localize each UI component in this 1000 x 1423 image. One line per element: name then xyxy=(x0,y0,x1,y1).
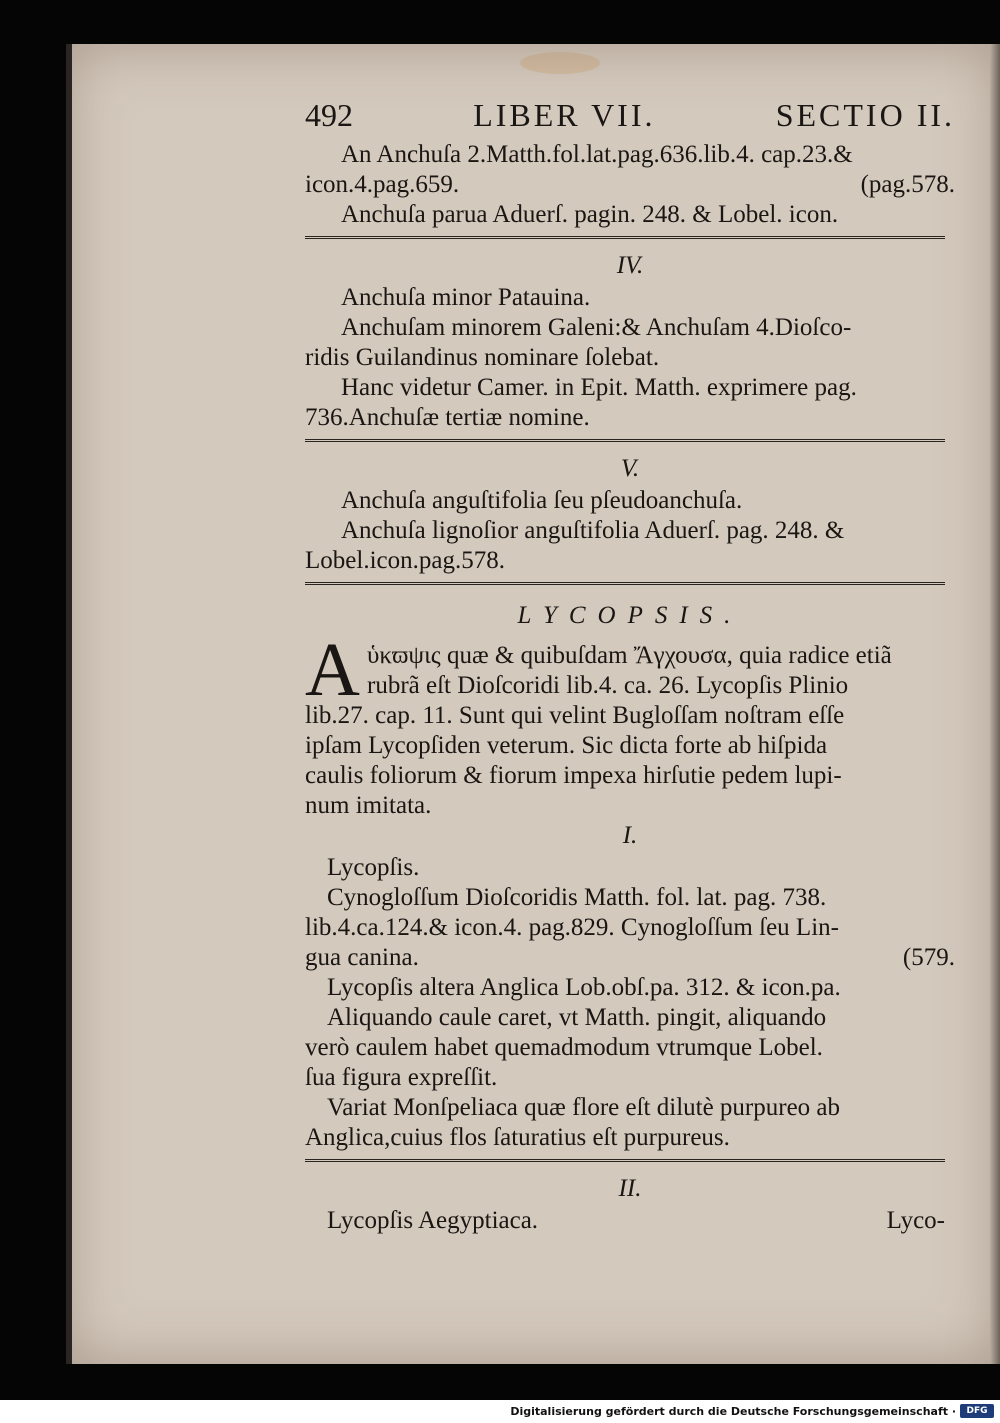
running-head-sectio: SECTIO II. xyxy=(775,97,955,133)
text-line: Variat Monſpeliaca quæ flore eſt dilutè purpureo ab xyxy=(327,1094,841,1121)
text-line: Anchuſa anguſtifolia ſeu pſeudoanchuſa. xyxy=(341,487,743,514)
text-line: lib.27. cap. 11. Sunt qui velint Bugloſſam noſtram eſſe xyxy=(305,702,845,729)
text-line: Anchuſa lignoſior anguſtifolia Aduerſ. pag. 248. & xyxy=(341,517,845,544)
section-divider xyxy=(305,439,945,442)
section-heading-v: V. xyxy=(620,455,640,482)
text-line-with-note xyxy=(305,943,955,973)
text-line: verò caulem habet quemadmodum vtrumque Lobel. xyxy=(305,1034,823,1061)
section-heading-ii: II. xyxy=(618,1175,642,1202)
footer-credit: Digitalisierung gefördert durch die Deutsche Forschungsgemeinschaft · xyxy=(510,1405,956,1418)
drop-cap-initial: A xyxy=(305,628,360,712)
text-line: Cynogloſſum Dioſcoridis Matth. fol. lat. pag. 738. xyxy=(327,884,827,911)
page-text xyxy=(305,97,955,1236)
text-line: 736.Anchuſæ tertiæ nomine. xyxy=(305,404,590,431)
page-gutter-shadow xyxy=(66,44,72,1364)
text-line: Anchuſam minorem Galeni:& Anchuſam 4.Dioſco- xyxy=(341,314,852,341)
section-heading-iv: IV. xyxy=(616,252,644,279)
text-line: caulis foliorum & fiorum impexa hirſutie pedem lupi- xyxy=(305,762,842,789)
page-fore-edge xyxy=(990,44,1000,1364)
text-line: ridis Guilandinus nominare ſolebat. xyxy=(305,344,660,371)
text-line: Lycopſis altera Anglica Lob.obſ.pa. 312. & icon.pa. xyxy=(327,974,841,1001)
text-line: Anglica,cuius flos ſaturatius eſt purpureus. xyxy=(305,1124,730,1151)
running-head-liber: LIBER VII. xyxy=(473,97,656,133)
text-line: lib.4.ca.124.& icon.4. pag.829. Cynogloſſum ſeu Lin- xyxy=(305,914,839,941)
text-line: ſua figura expreſſit. xyxy=(305,1064,498,1091)
text-line: num imitata. xyxy=(305,792,432,819)
lycopsis-title: LYCOPSIS. xyxy=(517,602,743,629)
text-line-with-catchword xyxy=(305,1206,955,1236)
footer-bar xyxy=(0,1400,1000,1423)
margin-note: (pag.578. xyxy=(860,171,955,198)
text-line: Lycopſis Aegyptiaca. xyxy=(327,1207,539,1234)
text-line: Lycopſis. xyxy=(327,854,420,881)
text-line: Aliquando caule caret, vt Matth. pingit, aliquando xyxy=(327,1004,827,1031)
dfg-logo: DFG xyxy=(960,1404,994,1418)
text-line: Lobel.icon.pag.578. xyxy=(305,547,505,574)
text-line: ipſam Lycopſiden veterum. Sic dicta forte ab hiſpida xyxy=(305,732,828,759)
text-line: Hanc videtur Camer. in Epit. Matth. exprimere pag. xyxy=(341,374,857,401)
section-divider xyxy=(305,236,945,239)
section-divider xyxy=(305,582,945,585)
text-line: An Anchuſa 2.Matth.fol.lat.pag.636.lib.4. cap.23.& xyxy=(341,141,853,168)
text-line: Anchuſa minor Patauina. xyxy=(341,284,591,311)
section-divider xyxy=(305,1159,945,1162)
text-line-with-note xyxy=(305,170,955,200)
margin-note: (579. xyxy=(902,944,955,971)
text-line: rubrã eſt Dioſcoridi lib.4. ca. 26. Lycopſis Plinio xyxy=(367,672,849,699)
text-line: gua canina. xyxy=(305,944,419,971)
paper-stain xyxy=(520,52,600,74)
lycopsis-intro xyxy=(305,628,955,821)
running-head xyxy=(305,97,955,140)
text-line: Anchuſa parua Aduerſ. pagin. 248. & Lobel. icon. xyxy=(341,201,839,228)
text-line: ὑκϖψις quæ & quibuſdam Ἄγχουσα, quia radice etiã xyxy=(367,642,892,669)
section-heading-i: I. xyxy=(622,822,638,849)
page-number: 492 xyxy=(305,97,353,133)
text-line: icon.4.pag.659. xyxy=(305,171,460,198)
catchword: Lyco- xyxy=(886,1207,945,1234)
